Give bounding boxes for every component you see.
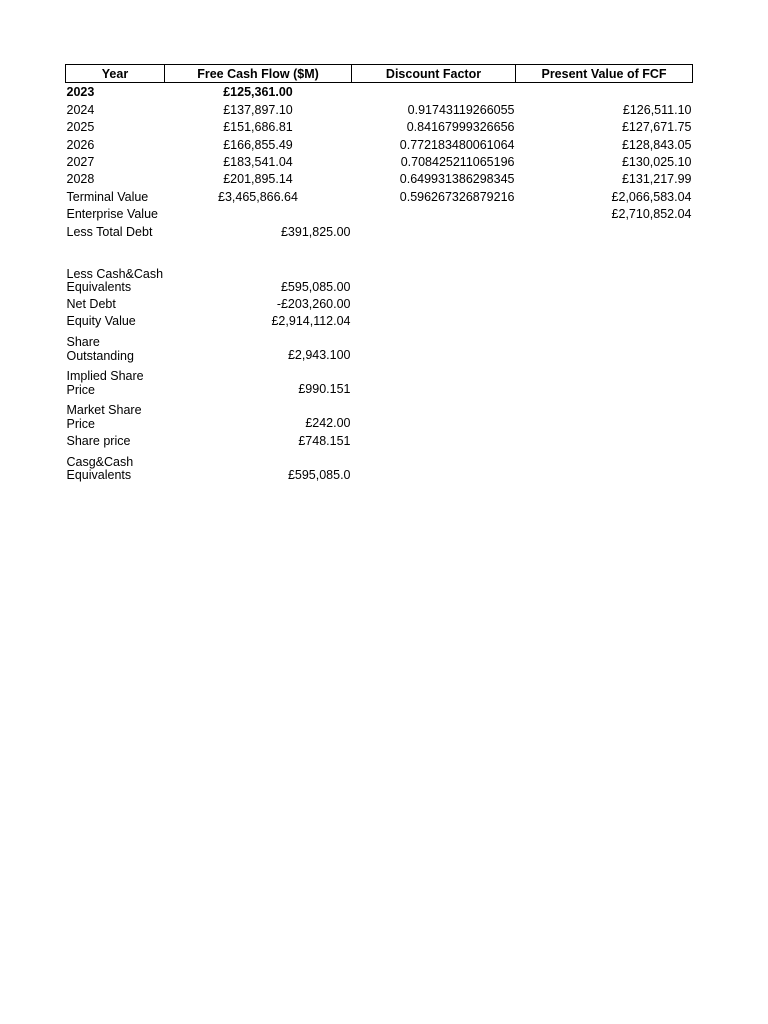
year-cell: 2023 — [66, 85, 95, 100]
less-debt-value: £391,825.00 — [280, 224, 351, 239]
market-price-row — [66, 397, 693, 431]
header-row — [66, 65, 693, 83]
discount-factor-cell: 0.772183480061064 — [399, 137, 515, 152]
present-value-cell — [516, 83, 693, 101]
shares-label: Share Outstanding — [66, 335, 134, 363]
casg-row — [66, 449, 693, 483]
equity-value: £2,914,112.04 — [271, 314, 351, 329]
implied-price-row — [66, 363, 693, 397]
less-cash-label: Less Cash&Cash Equivalents — [66, 266, 164, 295]
shares-row — [66, 329, 693, 363]
spacer-row — [66, 240, 693, 261]
present-value-cell: £131,217.99 — [621, 172, 692, 187]
year-cell: 2028 — [66, 172, 95, 187]
present-value-cell: £128,843.05 — [621, 137, 692, 152]
fcf-cell: £125,361.00 — [223, 85, 293, 100]
enterprise-value-label: Enterprise Value — [66, 207, 158, 222]
terminal-value-label: Terminal Value — [66, 189, 149, 204]
year-cell: 2024 — [66, 102, 95, 117]
discount-factor-cell: 0.649931386298345 — [399, 172, 515, 187]
fcf-cell: £183,541.04 — [223, 154, 293, 169]
year-cell: 2026 — [66, 137, 95, 152]
discount-factor-cell: 0.708425211065196 — [400, 154, 515, 169]
implied-price-value: £990.151 — [298, 382, 351, 397]
fcf-cell: £201,895.14 — [223, 172, 293, 187]
header-discount-factor: Discount Factor — [352, 65, 516, 83]
discount-factor-cell — [352, 83, 516, 101]
present-value-cell: £126,511.10 — [622, 102, 692, 117]
equity-value-row — [66, 312, 693, 329]
net-debt-row — [66, 295, 693, 312]
market-price-label: Market Share Price — [66, 403, 142, 431]
header-present-value: Present Value of FCF — [516, 65, 693, 83]
enterprise-value-row — [66, 205, 693, 222]
share-price-label: Share price — [66, 433, 131, 448]
table-row — [66, 118, 693, 135]
discount-factor-cell: 0.91743119266055 — [407, 102, 515, 117]
terminal-present-value: £2,066,583.04 — [611, 189, 692, 204]
casg-value: £595,085.0 — [287, 467, 351, 482]
table-row — [66, 135, 693, 152]
terminal-value-row — [66, 187, 693, 204]
header-fcf: Free Cash Flow ($M) — [165, 65, 352, 83]
shares-value: £2,943.100 — [287, 348, 351, 363]
table-row — [66, 153, 693, 170]
year-cell: 2027 — [66, 154, 95, 169]
table-row — [66, 100, 693, 117]
present-value-cell: £130,025.10 — [621, 154, 692, 169]
present-value-cell: £127,671.75 — [621, 120, 692, 135]
less-cash-value: £595,085.00 — [280, 279, 351, 294]
market-price-value: £242.00 — [305, 416, 351, 431]
less-debt-row — [66, 222, 693, 239]
table-row — [66, 83, 693, 101]
enterprise-value: £2,710,852.04 — [611, 207, 692, 222]
equity-value-label: Equity Value — [66, 314, 136, 329]
share-price-row — [66, 431, 693, 448]
spreadsheet — [65, 64, 692, 483]
fcf-cell: £166,855.49 — [223, 137, 293, 152]
net-debt-label: Net Debt — [66, 296, 116, 311]
fcf-cell: £137,897.10 — [223, 102, 293, 117]
implied-price-label: Implied Share Price — [66, 369, 144, 397]
table-row — [66, 170, 693, 187]
header-year: Year — [66, 65, 165, 83]
dcf-table — [65, 64, 693, 483]
terminal-value-fcf: £3,465,866.64 — [218, 189, 298, 204]
discount-factor-cell: 0.84167999326656 — [406, 120, 515, 135]
net-debt-value: -£203,260.00 — [276, 296, 351, 311]
year-cell: 2025 — [66, 120, 95, 135]
share-price-value: £748.151 — [298, 433, 351, 448]
less-cash-row — [66, 261, 693, 295]
less-debt-label: Less Total Debt — [66, 224, 153, 239]
fcf-cell: £151,686.81 — [223, 120, 293, 135]
terminal-discount-factor: 0.596267326879216 — [399, 189, 515, 204]
casg-label: Casg&Cash Equivalents — [66, 454, 134, 483]
